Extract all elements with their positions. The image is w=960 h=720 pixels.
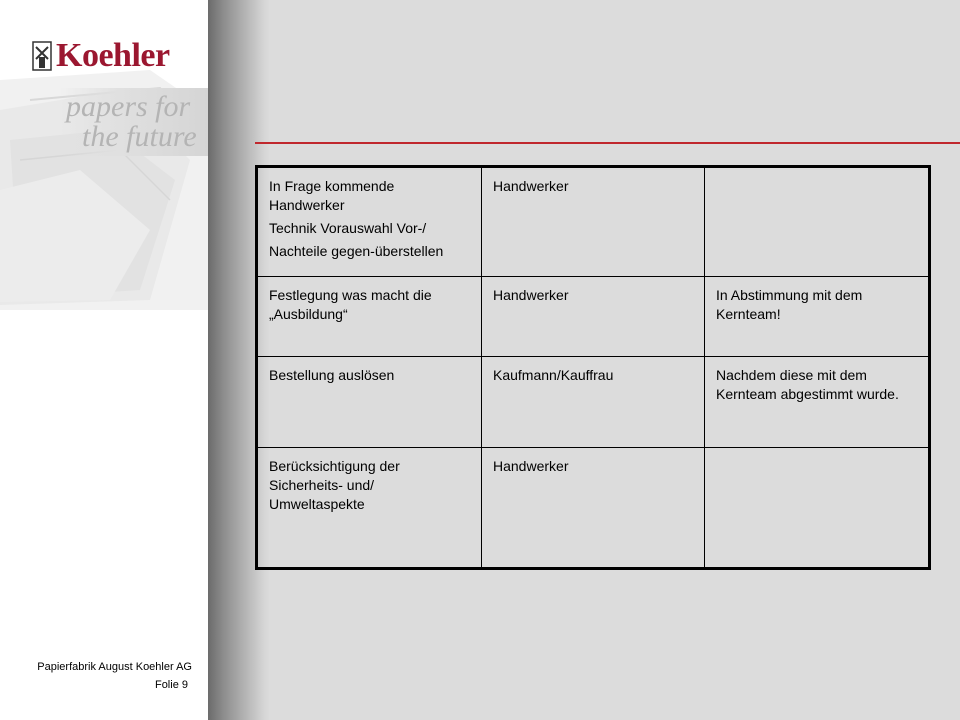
task-cell [257, 448, 482, 569]
task-text: Nachteile gegen-überstellen [269, 243, 444, 259]
responsible-cell: Handwerker [482, 448, 705, 569]
left-brand-panel [0, 0, 208, 720]
koehler-logo [32, 38, 170, 74]
table-row [257, 448, 930, 569]
task-text: Bestellung auslösen [269, 367, 395, 384]
footer-company-name: Papierfabrik August Koehler AG [37, 661, 192, 673]
note-cell [705, 167, 930, 277]
task-cell [257, 357, 482, 448]
responsible-cell: Kaufmann/Kauffrau [482, 357, 705, 448]
logo-wordmark: Koehler [56, 37, 170, 74]
note-cell: Nachdem diese mit dem Kernteam abgestimmt wurde. [705, 357, 930, 448]
table-row [257, 167, 930, 277]
slogan-line-1: papers for [66, 90, 191, 123]
task-text: Technik Vorauswahl Vor-/ [269, 220, 427, 236]
windmill-icon [32, 41, 52, 71]
task-table [255, 165, 931, 570]
slide-number: Folie 9 [154, 679, 188, 691]
table-row [257, 357, 930, 448]
task-text: Berücksichtigung der Sicherheits- und/ Umweltaspekte [269, 458, 400, 513]
task-text: Festlegung was macht die „Ausbildung“ [269, 286, 432, 322]
responsible-cell: Handwerker [482, 276, 705, 357]
slogan-banner [60, 88, 208, 156]
responsible-cell: Handwerker [482, 167, 705, 277]
note-cell [705, 448, 930, 569]
table-row [257, 276, 930, 357]
slogan-line-2: the future [82, 120, 197, 153]
task-text: In Frage kommende Handwerker [269, 178, 395, 213]
accent-rule [255, 142, 960, 144]
note-cell: In Abstimmung mit dem Kernteam! [705, 276, 930, 357]
task-cell [257, 276, 482, 357]
task-cell [257, 167, 482, 277]
